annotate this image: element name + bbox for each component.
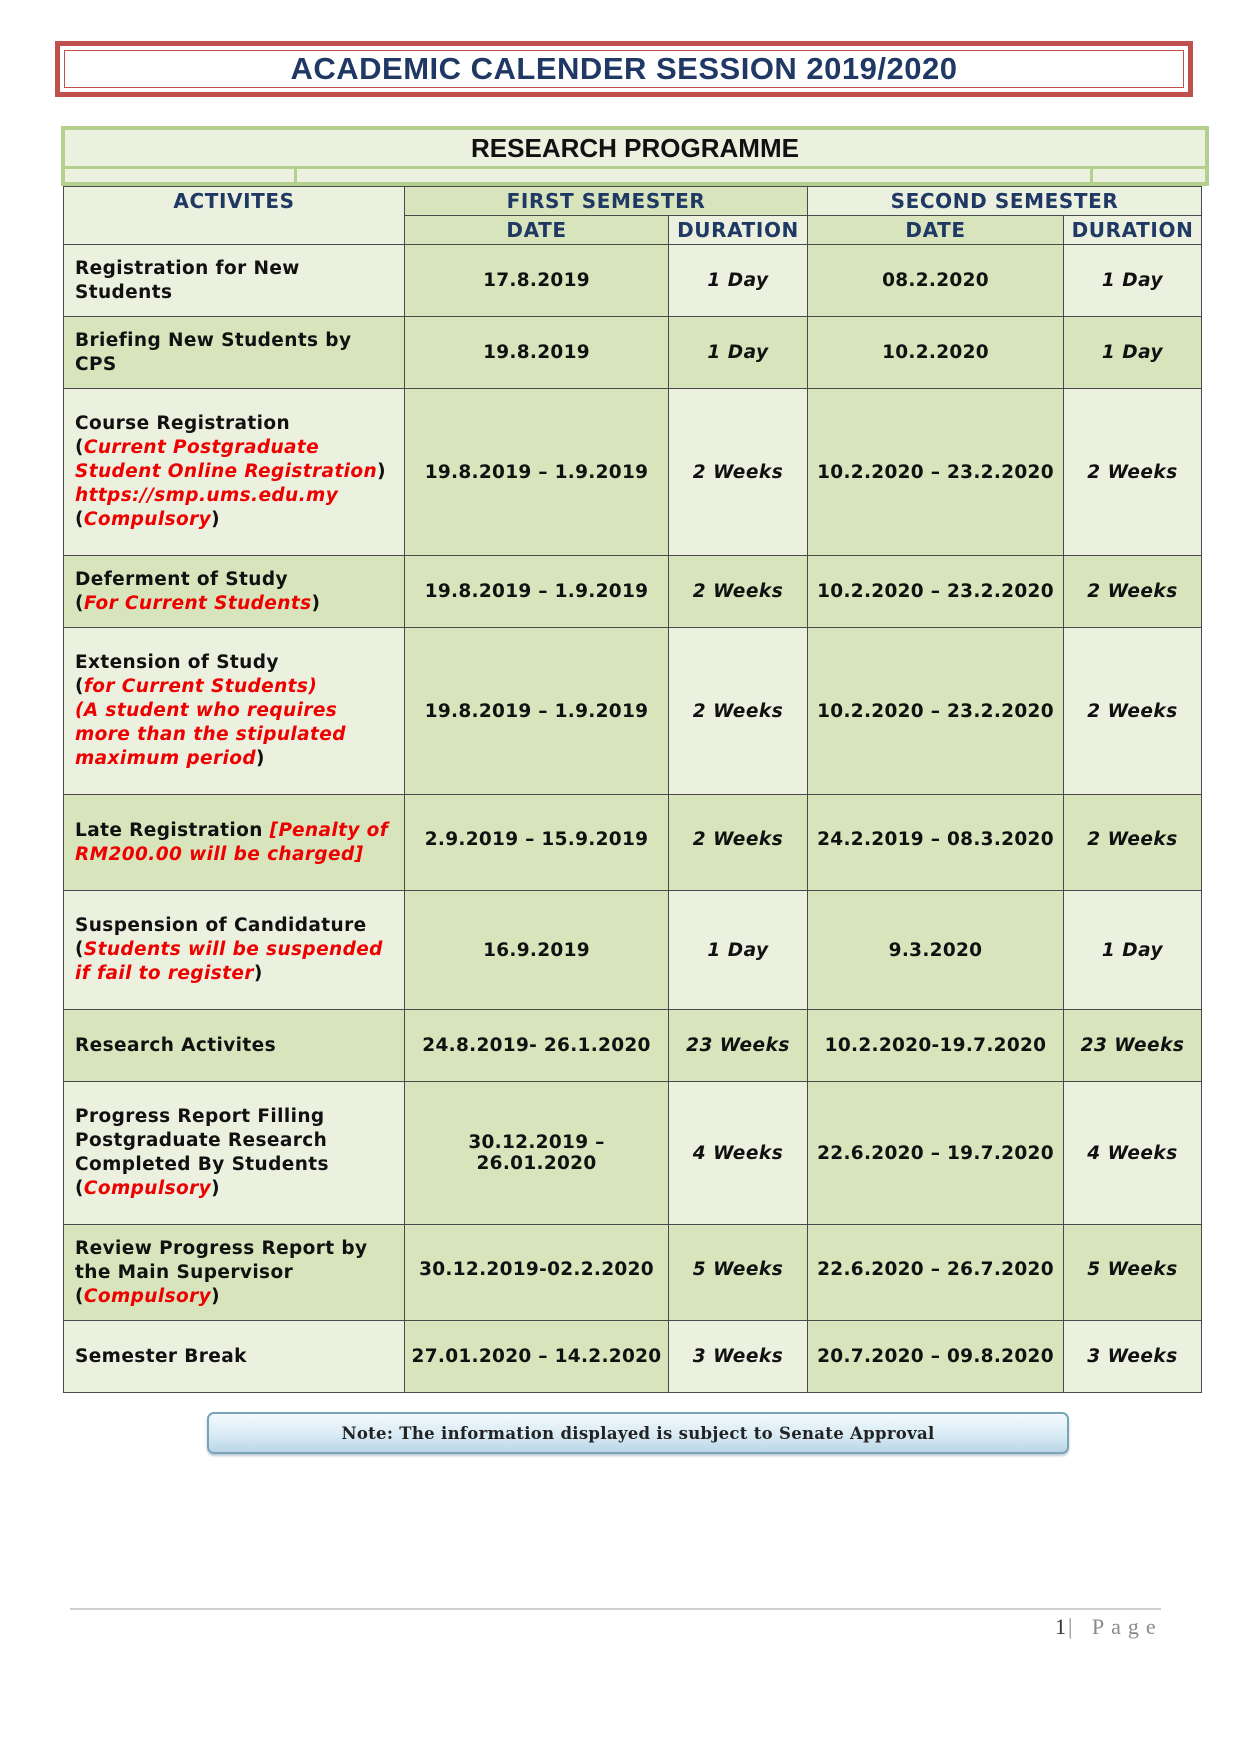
s1-duration-cell: 3 Weeks <box>669 1321 808 1393</box>
note-text: Note: The information displayed is subject to Senate Approval <box>341 1423 935 1443</box>
header-activities: ACTIVITES <box>64 187 405 245</box>
activity-cell <box>64 795 405 891</box>
table-row <box>64 245 1202 317</box>
calendar-body <box>64 245 1202 1393</box>
s1-date-cell: 19.8.2019 – 1.9.2019 <box>405 628 669 795</box>
title-box <box>55 41 1193 97</box>
activity-cell <box>64 317 405 389</box>
activity-text: ) <box>211 1285 220 1307</box>
s2-date-cell: 10.2.2020 – 23.2.2020 <box>808 556 1064 628</box>
table-row <box>64 628 1202 795</box>
s1-date-cell: 2.9.2019 – 15.9.2019 <box>405 795 669 891</box>
header-second-semester: SECOND SEMESTER <box>808 187 1202 216</box>
s1-duration-cell: 1 Day <box>669 891 808 1010</box>
header-s1-date: DATE <box>405 216 669 245</box>
activity-text: Review Progress Report by the Main Supervisor ( <box>75 1237 368 1307</box>
activity-text: ) <box>377 461 386 482</box>
activity-text: ( <box>75 676 84 697</box>
s1-duration-cell: 1 Day <box>669 317 808 389</box>
s1-date-cell: 17.8.2019 <box>405 245 669 317</box>
activity-cell <box>64 628 405 795</box>
s1-date-cell: 19.8.2019 <box>405 317 669 389</box>
calendar-table <box>63 186 1202 1393</box>
activity-cell <box>64 1321 405 1393</box>
s1-date-cell: 30.12.2019 – 26.01.2020 <box>405 1082 669 1225</box>
s1-date-cell: 30.12.2019-02.2.2020 <box>405 1225 669 1321</box>
footer-rule <box>70 1608 1161 1610</box>
senate-note <box>207 1412 1069 1454</box>
s1-duration-cell: 2 Weeks <box>669 389 808 556</box>
s2-date-cell: 22.6.2020 – 26.7.2020 <box>808 1225 1064 1321</box>
activity-text: Course Registration <box>75 413 291 434</box>
header-first-semester: FIRST SEMESTER <box>405 187 808 216</box>
activity-note: Current Postgraduate Student Online Registration <box>75 437 378 482</box>
s2-date-cell: 08.2.2020 <box>808 245 1064 317</box>
table-row <box>64 891 1202 1010</box>
s1-duration-cell: 2 Weeks <box>669 556 808 628</box>
activity-text: Semester Break <box>75 1345 247 1367</box>
s2-duration-cell: 1 Day <box>1064 317 1202 389</box>
activity-note: Compulsory <box>83 1178 212 1199</box>
activity-note: Compulsory <box>83 1285 212 1307</box>
activity-text: Briefing New Students by CPS <box>75 329 352 375</box>
s1-date-cell: 19.8.2019 – 1.9.2019 <box>405 556 669 628</box>
activity-text: ( <box>75 939 84 960</box>
header-s1-duration: DURATION <box>669 216 808 245</box>
s2-date-cell: 9.3.2020 <box>808 891 1064 1010</box>
activity-cell <box>64 245 405 317</box>
table-row <box>64 1082 1202 1225</box>
s2-duration-cell: 2 Weeks <box>1064 795 1202 891</box>
activity-cell <box>64 389 405 556</box>
s2-date-cell: 20.7.2020 – 09.8.2020 <box>808 1321 1064 1393</box>
s2-date-cell: 10.2.2020 <box>808 317 1064 389</box>
programme-title: RESEARCH PROGRAMME <box>471 133 799 163</box>
s1-date-cell: 27.01.2020 – 14.2.2020 <box>405 1321 669 1393</box>
page-number: 1 <box>1055 1614 1068 1639</box>
s1-duration-cell: 1 Day <box>669 245 808 317</box>
page-label: | Page <box>1068 1614 1163 1639</box>
programme-strip <box>65 166 1205 182</box>
activity-text: Late Registration <box>75 819 270 841</box>
activity-text: Deferment of Study <box>75 568 288 590</box>
s1-date-cell: 19.8.2019 – 1.9.2019 <box>405 389 669 556</box>
activity-text: ) <box>253 963 263 984</box>
activity-text: ( <box>75 1178 84 1199</box>
s2-duration-cell: 23 Weeks <box>1064 1010 1202 1082</box>
s2-duration-cell: 1 Day <box>1064 891 1202 1010</box>
title-inner-frame <box>64 50 1184 88</box>
table-row <box>64 556 1202 628</box>
activity-text: Progress Report Filling Postgraduate Research Completed By Students <box>75 1106 329 1175</box>
s1-duration-cell: 2 Weeks <box>669 795 808 891</box>
s2-date-cell: 10.2.2020 – 23.2.2020 <box>808 389 1064 556</box>
header-s2-date: DATE <box>808 216 1064 245</box>
activity-text: ) <box>211 509 220 530</box>
s2-date-cell: 10.2.2020 – 23.2.2020 <box>808 628 1064 795</box>
activity-note: for Current Students) <box>83 676 318 697</box>
s2-duration-cell: 3 Weeks <box>1064 1321 1202 1393</box>
table-row <box>64 317 1202 389</box>
s2-date-cell: 22.6.2020 – 19.7.2020 <box>808 1082 1064 1225</box>
strip-divider <box>1090 169 1093 182</box>
activity-note: For Current Students <box>83 592 312 614</box>
activity-note: Compulsory <box>83 509 212 530</box>
s1-duration-cell: 23 Weeks <box>669 1010 808 1082</box>
activity-cell <box>64 556 405 628</box>
table-row <box>64 1010 1202 1082</box>
table-row <box>64 389 1202 556</box>
activity-note: Students will be suspended if fail to register <box>75 939 383 984</box>
s2-date-cell: 24.2.2019 – 08.3.2020 <box>808 795 1064 891</box>
activity-note: [Penalty of RM200.00 will be charged] <box>75 819 389 865</box>
programme-banner <box>61 126 1209 186</box>
activity-text: ) <box>311 592 321 614</box>
activity-cell <box>64 891 405 1010</box>
activity-text: Suspension of Candidature <box>75 915 367 936</box>
strip-divider <box>294 169 297 182</box>
table-row <box>64 795 1202 891</box>
s2-duration-cell: 2 Weeks <box>1064 556 1202 628</box>
s1-duration-cell: 4 Weeks <box>669 1082 808 1225</box>
table-row <box>64 1321 1202 1393</box>
activity-note: (A student who requires more than the stipulated maximum period <box>75 700 346 769</box>
activity-cell <box>64 1010 405 1082</box>
activity-text: ) <box>256 748 265 769</box>
activity-text: ( <box>75 592 84 614</box>
activity-note: https://smp.ums.edu.my <box>75 485 339 506</box>
s2-duration-cell: 1 Day <box>1064 245 1202 317</box>
s2-date-cell: 10.2.2020-19.7.2020 <box>808 1010 1064 1082</box>
activity-text: Extension of Study <box>75 652 279 673</box>
activity-text: ) <box>211 1178 220 1199</box>
s1-date-cell: 16.9.2019 <box>405 891 669 1010</box>
s1-duration-cell: 2 Weeks <box>669 628 808 795</box>
header-s2-duration: DURATION <box>1064 216 1202 245</box>
s2-duration-cell: 2 Weeks <box>1064 389 1202 556</box>
table-row <box>64 1225 1202 1321</box>
s2-duration-cell: 5 Weeks <box>1064 1225 1202 1321</box>
s2-duration-cell: 4 Weeks <box>1064 1082 1202 1225</box>
activity-text: Research Activites <box>75 1034 277 1056</box>
activity-cell <box>64 1082 405 1225</box>
page-title: ACADEMIC CALENDER SESSION 2019/2020 <box>290 51 958 86</box>
activity-text: ( <box>75 437 84 458</box>
page-footer <box>1055 1614 1163 1640</box>
s2-duration-cell: 2 Weeks <box>1064 628 1202 795</box>
s1-date-cell: 24.8.2019- 26.1.2020 <box>405 1010 669 1082</box>
s1-duration-cell: 5 Weeks <box>669 1225 808 1321</box>
activity-cell <box>64 1225 405 1321</box>
activity-text: Registration for New Students <box>75 257 300 303</box>
activity-text: ( <box>75 509 84 530</box>
